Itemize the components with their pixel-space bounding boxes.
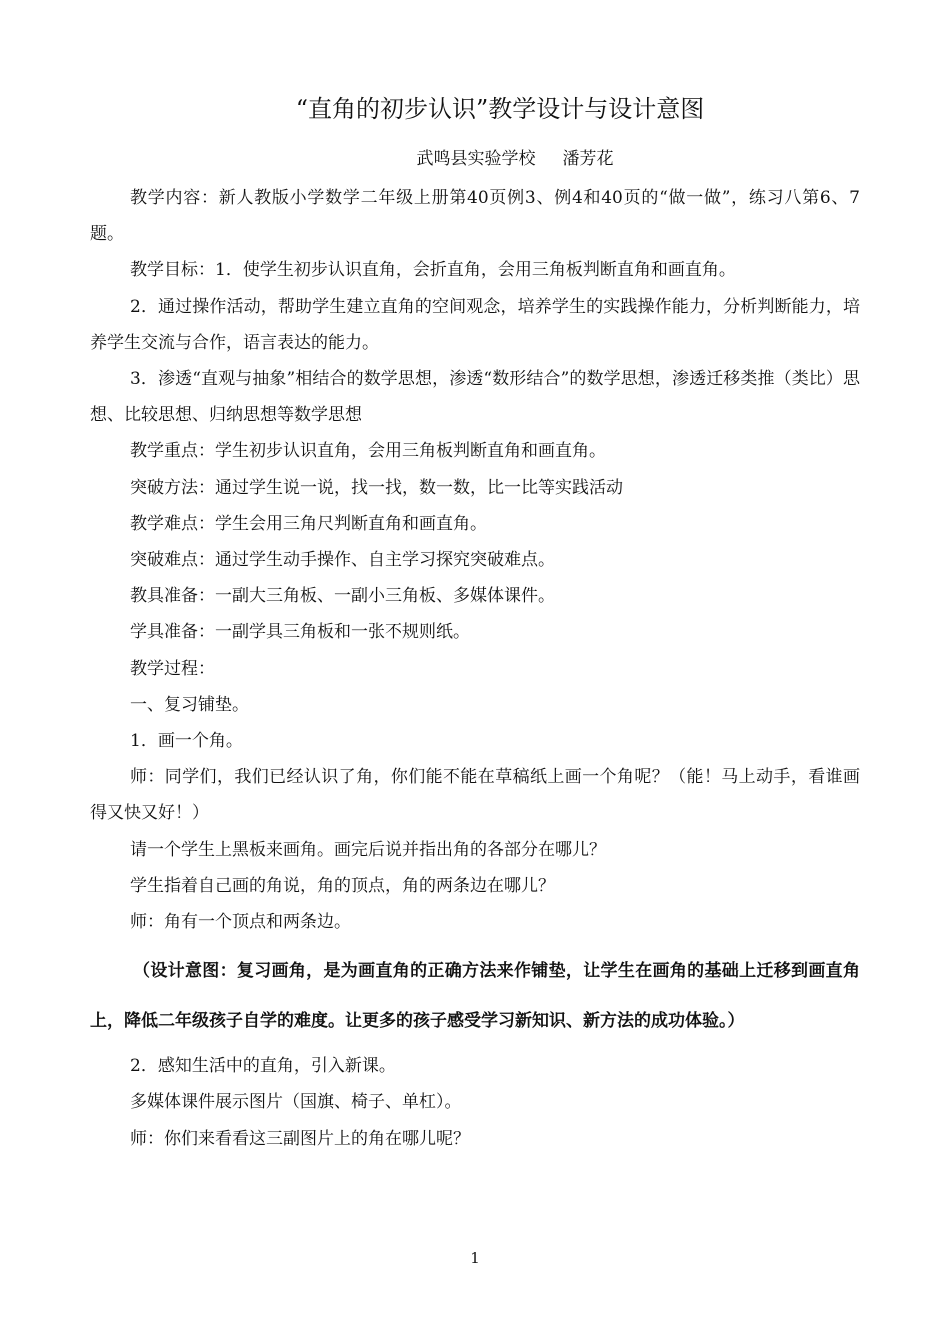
document-body bbox=[90, 180, 860, 1157]
paragraph-difficulty: 教学难点：学生会用三角尺判断直角和画直角。 bbox=[130, 513, 487, 534]
page-number: 1 bbox=[470, 1249, 480, 1267]
paragraph-method: 突破方法：通过学生说一说，找一找，数一数，比一比等实践活动 bbox=[130, 477, 623, 498]
paragraph-key-point: 教学重点：学生初步认识直角，会用三角板判断直角和画直角。 bbox=[130, 441, 606, 462]
paragraph-process-heading: 教学过程： bbox=[130, 658, 215, 679]
document-title: “直角的初步认识”教学设计与设计意图 bbox=[295, 95, 705, 123]
step-perceive-right-angle: 2．感知生活中的直角，引入新课。 bbox=[130, 1056, 396, 1077]
paragraph-student-explain: 学生指着自己画的角说，角的顶点，角的两条边在哪儿？ bbox=[130, 875, 555, 896]
design-intent-note: （设计意图：复习画角，是为画直角的正确方法来作铺垫，让学生在画角的基础上迁移到画直角上，降低二年级孩子自学的难度。让更多的孩子感受学习新知识、新方法的成功体验。） bbox=[90, 961, 860, 1032]
paragraph-objective-1: 教学目标：1．使学生初步认识直角，会折直角，会用三角板判断直角和画直角。 bbox=[130, 260, 736, 281]
paragraph-content: 教学内容：新人教版小学数学二年级上册第40页例3、例4和40页的“做一做”，练习八第6、7题。 bbox=[90, 188, 860, 245]
paragraph-teacher-summary: 师：角有一个顶点和两条边。 bbox=[130, 912, 351, 933]
paragraph-multimedia: 多媒体课件展示图片（国旗、椅子、单杠）。 bbox=[130, 1092, 462, 1113]
paragraph-objective-2: 2．通过操作活动，帮助学生建立直角的空间观念，培养学生的实践操作能力，分析判断能力，培养学生交流与合作，语言表达的能力。 bbox=[90, 296, 860, 353]
paragraph-teacher-prompt: 师：同学们，我们已经认识了角，你们能不能在草稿纸上画一个角呢？（能！马上动手，看谁画得又快又好！） bbox=[90, 767, 860, 824]
paragraph-difficulty-method: 突破难点：通过学生动手操作、自主学习探究突破难点。 bbox=[130, 550, 555, 571]
paragraph-teaching-aids: 教具准备：一副大三角板、一副小三角板、多媒体课件。 bbox=[130, 586, 555, 607]
step-draw-angle: 1．画一个角。 bbox=[130, 731, 243, 752]
paragraph-learning-aids: 学具准备：一副学具三角板和一张不规则纸。 bbox=[130, 622, 470, 643]
author-line: 武鸣县实验学校 潘芳花 bbox=[416, 149, 614, 169]
paragraph-objective-3: 3．渗透“直观与抽象”相结合的数学思想，渗透“数形结合”的数学思想，渗透迁移类推（类比）思想、比较思想、归纳思想等数学思想 bbox=[90, 369, 860, 426]
paragraph-teacher-question: 师：你们来看看这三副图片上的角在哪儿呢？ bbox=[130, 1128, 470, 1149]
section-heading-review: 一、复习铺垫。 bbox=[130, 694, 249, 715]
paragraph-student-board: 请一个学生上黑板来画角。画完后说并指出角的各部分在哪儿？ bbox=[130, 839, 606, 860]
